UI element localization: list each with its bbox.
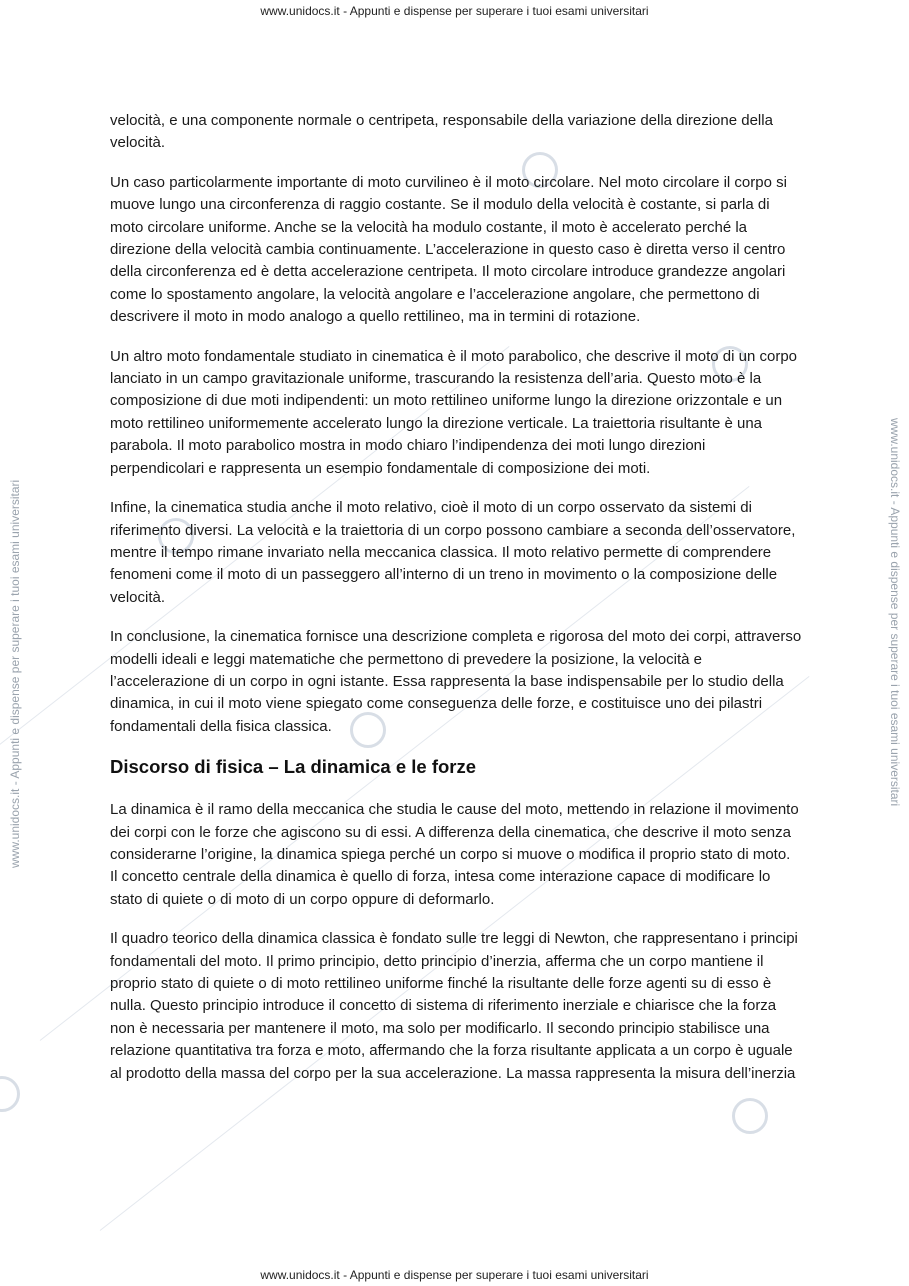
watermark-logo-icon [732,1098,768,1134]
watermark-logo-icon [0,1076,20,1112]
paragraph: In conclusione, la cinematica fornisce una descrizione completa e rigorosa del moto dei corpi, attraverso modelli ideali e leggi matematiche che permettono di prevedere la posizione, la velocità e l’accelerazione di un corpo in ogni istante. Essa rappresenta la base indispensabile per lo studio della dinamica, in cui il moto viene spiegato come conseguenza delle forze, e costituisce uno dei pilastri fondamentali della fisica classica. [110,628,802,735]
paragraph: La dinamica è il ramo della meccanica che studia le cause del moto, mettendo in relazione il movimento dei corpi con le forze che agiscono su di essi. A differenza della cinematica, che descrive il moto senza considerarne l’origine, la dinamica spiega perché un corpo si muove o modifica il proprio stato di moto. Il concetto centrale della dinamica è quello di forza, intesa come interazione capace di modificare lo stato di quiete o di moto di un corpo oppure di deformarlo. [110,801,799,908]
header-watermark: www.unidocs.it - Appunti e dispense per superare i tuoi esami universitari [260,4,649,18]
document-body [110,110,802,1102]
paragraph: Infine, la cinematica studia anche il moto relativo, cioè il moto di un corpo osservato da sistemi di riferimento diversi. La velocità e la traiettoria di un corpo possono cambiare a seconda dell’osservatore, mentre il tempo rimane invariato nella meccanica classica. Il moto relativo permette di comprendere fenomeni come il moto di un passeggero all’interno di un treno in movimento o la composizione delle velocità. [110,499,796,606]
paragraph: Un caso particolarmente importante di moto curvilineo è il moto circolare. Nel moto circolare il corpo si muove lungo una circonferenza di raggio costante. Se il modulo della velocità è costante, si parla di moto circolare uniforme. Anche se la velocità ha modulo costante, il moto è accelerato perché la direzione della velocità cambia continuamente. L’accelerazione in questo caso è diretta verso il centro della circonferenza ed è detta accelerazione centripeta. Il moto circolare introduce grandezze angolari come lo spostamento angolare, la velocità angolare e l’accelerazione angolare, che permettono di descrivere il moto in modo analogo a quello rettilineo, ma in termini di rotazione. [110,173,787,326]
footer-watermark: www.unidocs.it - Appunti e dispense per superare i tuoi esami universitari [260,1268,649,1282]
paragraph: velocità, e una componente normale o centripeta, responsabile della variazione della direzione della velocità. [110,112,773,152]
section-heading: Discorso di fisica – La dinamica e le forze [110,756,477,778]
side-watermark-right: www.unidocs.it - Appunti e dispense per superare i tuoi esami universitari [888,418,902,807]
paragraph: Il quadro teorico della dinamica classica è fondato sulle tre leggi di Newton, che rappresentano i principi fondamentali del moto. Il primo principio, detto principio d’inerzia, afferma che un corpo mantiene il proprio stato di quiete o di moto rettilineo uniforme finché la risultante delle forze agenti su di esso è nulla. Questo principio introduce il concetto di sistema di riferimento inerziale e chiarisce che la forza non è necessaria per mantenere il moto, ma solo per modificarlo. Il secondo principio stabilisce una relazione quantitativa tra forza e moto, affermando che la forza risultante applicata a un corpo è uguale al prodotto della massa del corpo per la sua accelerazione. La massa rappresenta la misura dell’inerzia [110,930,798,1082]
side-watermark-left: www.unidocs.it - Appunti e dispense per superare i tuoi esami universitari [8,479,22,868]
paragraph: Un altro moto fondamentale studiato in cinematica è il moto parabolico, che descrive il moto di un corpo lanciato in un campo gravitazionale uniforme, trascurando la resistenza dell’aria. Questo moto è la composizione di due moti indipendenti: un moto rettilineo uniforme lungo la direzione orizzontale e un moto rettilineo uniformemente accelerato lungo la direzione verticale. La traiettoria risultante è una parabola. Il moto parabolico mostra in modo chiaro l’indipendenza dei moti lungo direzioni perpendicolari e rappresenta un esempio fondamentale di composizione dei moti. [110,347,798,477]
